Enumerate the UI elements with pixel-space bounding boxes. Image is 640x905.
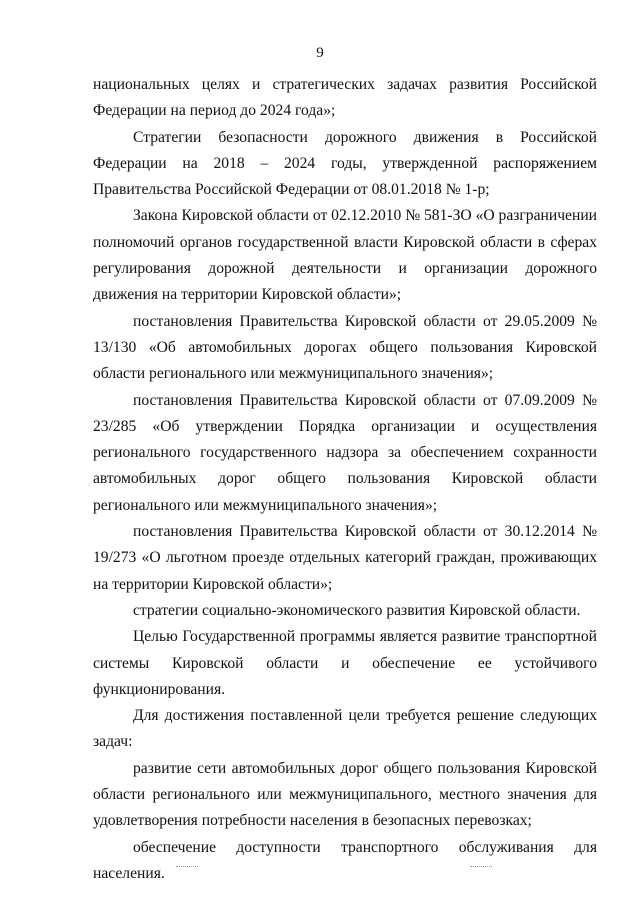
paragraph-resolution-23-285: постановления Правительства Кировской области от 07.09.2009 № 23/285 «Об утверждении Порядка организации и осуществления регионального государственного надзора за обеспечением сохранности автомобильных дорог общего пользования Кировской области регионального или межмуниципального значения»;	[93, 391, 597, 514]
document-body	[93, 72, 597, 887]
paragraph-task-transport-access: обеспечение доступности транспортного обслуживания для населения.	[93, 838, 597, 882]
paragraph-socioeconomic-strategy: стратегии социально-экономического развития Кировской области.	[133, 601, 581, 619]
page-number: 9	[316, 45, 324, 61]
paragraph-resolution-19-273: постановления Правительства Кировской области от 30.12.2014 № 19/273 «О льготном проезде отдельных категорий граждан, проживающих на территории Кировской области»;	[93, 523, 597, 593]
scan-artifact	[470, 866, 492, 869]
paragraph-program-goal: Целью Государственной программы является развитие транспортной системы Кировской области и обеспечение ее устойчивого функционирования.	[93, 628, 597, 698]
paragraph-continuation: национальных целях и стратегических задачах развития Российской Федерации на период до 2024 года»;	[93, 76, 597, 120]
paragraph-tasks-intro: Для достижения поставленной цели требуется решение следующих задач:	[93, 707, 597, 751]
scan-artifact	[176, 866, 198, 869]
paragraph-task-road-network: развитие сети автомобильных дорог общего пользования Кировской области регионального или межмуниципального, местного значения для удовлетворения потребности населения в безопасных перевозках;	[93, 759, 597, 830]
paragraph-road-safety-strategy: Стратегии безопасности дорожного движения в Российской Федерации на 2018 – 2024 годы, утвержденной распоряжением Правительства Российской Федерации от 08.01.2018 № 1-р;	[93, 128, 597, 199]
paragraph-resolution-13-130: постановления Правительства Кировской области от 29.05.2009 № 13/130 «Об автомобильных дорогах общего пользования Кировской области регионального или межмуниципального значения»;	[93, 312, 597, 383]
paragraph-kirov-law: Закона Кировской области от 02.12.2010 № 581-ЗО «О разграничении полномочий органов государственной власти Кировской области в сферах регулирования дорожной деятельности и организации дорожного движения на территории Кировской области»;	[93, 207, 598, 304]
